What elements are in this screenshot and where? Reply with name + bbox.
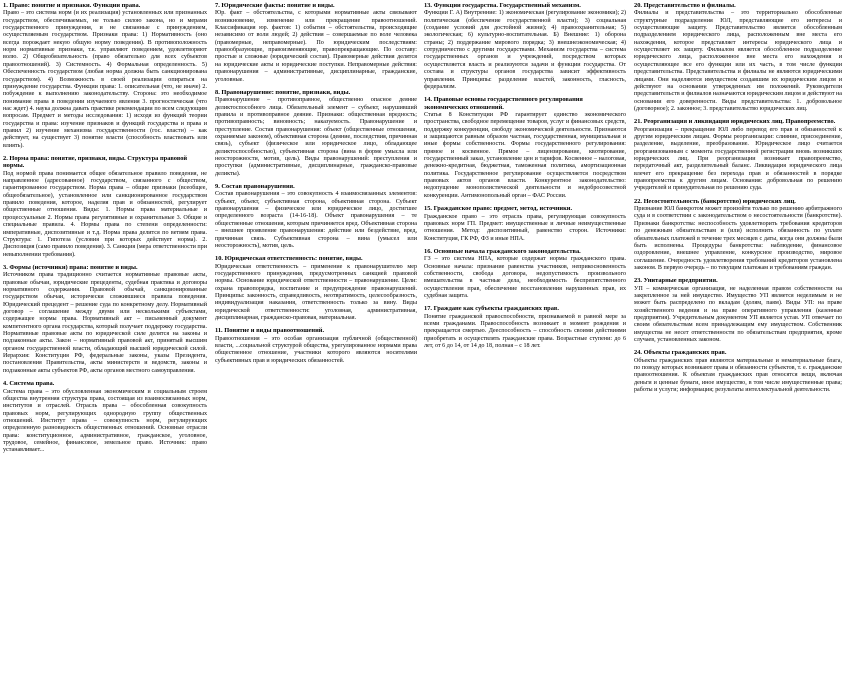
- section: [3, 155, 207, 259]
- section-text: Понятие гражданской правоспособности, признаваемой в равной мере за всеми гражданами. Правоспособность возникает в момент рождения и прекращается смертью. Дееспособность – способность своими действиями приобретать и осуществлять гражданские права. Возрастные ступени: до 6 лет, от 6 до 14, от 14 до 18, полная – с 18 лет.: [424, 313, 626, 350]
- section-heading: 23. Унитарные предприятия.: [634, 277, 718, 285]
- section: [3, 380, 207, 455]
- section-heading: 17. Граждане как субъекты гражданских прав.: [424, 305, 559, 313]
- section: [424, 2, 626, 91]
- section-heading: 16. Основные начала гражданского законодательства.: [424, 247, 581, 255]
- section-text: Система права – это обусловленная экономическим и социальным строем общества внутренняя структура права, состоящая из взаимосвязанных норм, институтов и отраслей. Отрасль права – обособленная совокупность правовых норм, регулирующих однородную группу общественных отношений. Институт права – совокупность норм, регулирующих определенную разновидность общественных отношений. Основные отрасли права: конституционное, административное, гражданское, уголовное, трудовое, семейное, финансовое, земельное право. Источник: право устанавливает...: [3, 388, 207, 454]
- section-text: Юр. факт – обстоятельства, с которыми нормативные акты связывают возникновение, изменение или прекращение правоотношений. Классификация юр. фактов: 1) события – обстоятельства, происходящие независимо от воли людей; 2) действия – совершаемые по воле человека (правомерные, неправомерные). По юридическим последствиям: правообразующие, правоизменяющие, правопрекращающие. По составу: простые и сложные (юридический состав). Правомерные действия делятся на юридические акты и юридические поступки. Неправомерные действия: правонарушения – административные, дисциплинарные, гражданские, уголовные.: [215, 10, 417, 83]
- section-text: Под нормой права понимается общее обязательное правило поведения, не направленное (адресованное) государством, связанного с обществом, гарантированное государством. Норма права – общие признаки (всеобщее, общеобязательное), установленное или санкционированное государством правило поведения, которое, наделяя прав и обязанностей, регулирует общественные отношения. Виды: 1. Нормы права материальные и процессуальные 2. Нормы права регулятивные и охранительные 3. Общие и специальные правила. 4. Нормы права по степени определенности: императивные, диспозитивные и т.д. Норма права делится по ветвям права. Структура: 1. Гипотеза (условия при которых действует норма). 2. Диспозиция (само правило поведения). 3. Санкция (мера ответственности при невыполнении требования).: [3, 170, 207, 258]
- section: [424, 248, 626, 300]
- section: [3, 2, 207, 150]
- section-text: Признание ЮЛ банкротом может произойти только по решению арбитражного суда и в соответствии с законодательством о несостоятельности (банкротстве). Признаки банкротства: неспособность удовлетворить требования кредиторов по денежным обязательствам и (или) исполнить обязанность по уплате обязательных платежей в течение трех месяцев с даты, когда они должны были быть исполнены. Процедуры банкротства: наблюдение, финансовое оздоровление, внешнее управление, конкурсное производство, мировое соглашение. Очередность удовлетворения требований кредиторов установлена законом. В первую очередь – по текущим платежам и требованиям граждан.: [634, 206, 842, 271]
- section: [634, 277, 842, 344]
- section: [634, 198, 842, 273]
- section-heading: 10. Юридическая ответственность: понятие, виды.: [215, 255, 363, 263]
- section: [634, 118, 842, 193]
- text-column-1: [3, 2, 207, 680]
- section: [215, 327, 417, 365]
- section-heading: 24. Объекты гражданских прав.: [634, 349, 727, 357]
- section: [215, 183, 417, 250]
- section-heading: 21. Реорганизация и ликвидация юридических лиц. Правопреемство.: [634, 118, 836, 126]
- section-heading: 8. Правонарушение: понятие, признаки, виды.: [215, 88, 351, 96]
- section-heading: 13. Функции государства. Государственный механизм.: [424, 2, 581, 9]
- section-text: Состав правонарушения – это совокупность 4 взаимосвязанных элементов: субъект, объект, субъективная сторона, объективная сторона. Субъект правонарушения – физическое или юридическое лицо, достигшее определенного возраста (14-16-18). Объект правонарушения – те общественные отношения, которым причиняется вред. Объективная сторона – внешнее проявление правонарушения: действие или бездействие, вред, причинная связь. Субъективная сторона – вина (умысел или неосторожность), мотив, цель.: [215, 191, 417, 249]
- section-text: Юридическая ответственность – применение к правонарушителю мер государственного принуждения, предусмотренных санкцией правовой нормы. Основание юридической ответственности – правонарушение. Цели: охрана правопорядка, воспитание и предупреждение правонарушений. Принципы: законность, справедливость, неотвратимость, целесообразность, индивидуализация наказания, ответственность только за вину. Виды юридической ответственности: уголовная, административная, дисциплинарная, гражданско-правовая, материальная.: [215, 263, 417, 321]
- section: [424, 96, 626, 200]
- section-text: Объекты гражданских прав являются материальные и нематериальные блага, по поводу которых возникают права и обязанности субъектов, т. е. гражданские правоотношения. К объектам гражданских прав относятся вещи, включая деньги и ценные бумаги, иное имущество, в том числе имущественные права; работы и услуги; информация; результаты интеллектуальной деятельности.: [634, 357, 842, 394]
- text-column-3: [424, 2, 626, 680]
- section: [634, 349, 842, 394]
- section-heading: 1. Право: понятие и признаки. Функции права.: [3, 2, 141, 9]
- text-column-4: [634, 2, 842, 680]
- section-heading: 20. Представительство и филиалы.: [634, 2, 736, 9]
- section-heading: 9. Состав правонарушения.: [215, 183, 295, 191]
- section: [424, 305, 626, 350]
- section: [215, 2, 417, 84]
- text-column-2: [215, 2, 417, 680]
- section: [3, 264, 207, 375]
- section-text: Статья 8 Конституции РФ гарантирует единство экономического пространства, свободное перемещение товаров, услуг и финансовых средств, поддержку конкуренции, свободу экономической деятельности. Признаются и защищаются равным образом частная, государственная, муниципальная и иные формы собственности. Формы государственного регулирования: прямое и косвенное. Прямое – лицензирование, квотирование, государственный заказ, установление цен и тарифов. Косвенное – налоговая, денежно-кредитная, бюджетная, таможенная политика, амортизационная политика. Государственное регулирование осуществляется посредством правовых актов органов власти. Конкурентное законодательство: недопущение монополистической деятельности и недобросовестной конкуренции. Антимонопольный орган – ФАС России.: [424, 112, 626, 199]
- section-heading: 14. Правовые основы государственного регулирования экономических отношений.: [424, 96, 583, 111]
- section-heading: 7. Юридические факты: понятие и виды.: [215, 2, 335, 9]
- section-text: Гражданское право – это отрасль права, регулирующая совокупность правовых норм ГП. Предмет: имущественные и личные неимущественные отношения. Метод: диспозитивный, равенство сторон. Источники: Конституция, ГК РФ, ФЗ и иные НПА.: [424, 213, 626, 242]
- section-heading: 22. Несостоятельность (банкротство) юридических лиц.: [634, 197, 796, 205]
- section-text: Правонарушение – противоправное, общественно опасное деяние деликтоспособного лица. Обязательный элемент – субъект, нарушивший правила и противоправное деяние. Признаки: общественная вредность; противоправность; виновность; наказуемость. Правонарушение и преступление. Состав правонарушения: объект (общественные отношения, охраняемые законом), объективная сторона (деяние, последствия, причинная связь), субъект (физическое или юридическое лицо, обладающее деликтоспособностью), субъективная сторона (вина в форме умысла или неосторожности, мотив, цель). Виды правонарушений: преступления и проступки (административные, дисциплинарные, гражданско-правовые деликты).: [215, 97, 417, 177]
- section: [215, 89, 417, 178]
- section-text: ГЗ – это система НПА, которые содержат нормы гражданского права. Основные начала: признание равенства участников, неприкосновенность собственности, свобода договора, недопустимость произвольного вмешательства в частные дела, необходимость беспрепятственного осуществления прав, обеспечение восстановления нарушенных прав, их судебная защита.: [424, 256, 626, 300]
- section: [215, 255, 417, 322]
- section: [424, 205, 626, 243]
- section-text: УП – коммерческая организация, не наделенная правом собственности на закрепленное за ней имущество. Имущество УП является неделимым и не может быть распределено по вкладам (долям, паям). Виды УП: на праве хозяйственного ведения и на праве оперативного управления (казенные предприятия). Учредительным документом УП является устав. УП отвечает по своим обязательствам всем принадлежащим ему имуществом. Собственник имущества не несет ответственности по обязательствам предприятия, кроме случаев, установленных законом.: [634, 285, 842, 344]
- section-heading: 15. Гражданское право: предмет, метод, источники.: [424, 205, 573, 213]
- section-heading: 2. Норма права: понятие, признаки, виды. Структура правовой нормы.: [3, 154, 188, 170]
- section-heading: 4. Система права.: [3, 380, 55, 388]
- section-text: Филиалы и представительства – это территориально обособленные структурные подразделения ЮЛ, представляющие его интересы и осуществляющие защиту. Представительство является обособленным подразделением юридического лица, расположенным вне места его нахождения, которое представляет интересы юридического лица и осуществляет их защиту. Филиалом является обособленное подразделение юридического лица, расположенное вне места его нахождения и осуществляющее все его функции или их часть, в том числе функции представительства. Представительства и филиалы не являются юридическими лицами. Они наделяются имуществом создавшим их юридическим лицом и действуют на основании утвержденных им положений. Руководители представительств и филиалов назначаются юридическим лицом и действуют на основании его доверенности. Виды представительства: 1. добровольное (договорное); 2. законное; 3. представительство юридических лиц.: [634, 10, 842, 112]
- section-text: Источником права традиционно считается нормативные правовые акты, правовые обычаи, юридические прецеденты, судебная практика и договоры нормативного содержания. Правовой обычай, санкционированные государством обычаи, исторически сложившиеся правила поведения. Юридический прецедент – решение суда по конкретному делу. Нормативный договор – соглашение между двумя или несколькими субъектами, содержащее нормы права. Нормативный акт – письменный документ компетентного органа государства, который получает поддержку государства. Нормативные правовые акты по юридической силе делятся на законы и подзаконные акты. Закон – нормативный правовой акт, принятый высшим органом государственной власти, обладающий высшей юридической силой. Иерархия: Конституция РФ, федеральные законы, указы Президента, постановления Правительства, акты министерств и ведомств, законы и подзаконные акты субъектов РФ, акты органов местного самоуправления.: [3, 272, 207, 374]
- section-text: Реорганизация – прекращение ЮЛ либо перевод его прав и обязанностей к другим юридическим лицам. Формы реорганизации: слияние, присоединение, разделение, выделение, преобразование. Юридическое лицо считается реорганизованным с момента государственной регистрации вновь возникших юридических лиц. При реорганизации возникает правопреемство, передаточный акт, разделительный баланс. Ликвидация юридического лица влечет его прекращение без перехода прав и обязанностей в порядке правопреемства к другим лицам. Основания: добровольная по решению учредителей и принудительная по решению суда.: [634, 126, 842, 192]
- section-text: Функции Г. А) Внутренние: 1) экономическая (регулирование экономики); 2) политическая (обеспечение государственной власти); 3) социальная (создание условий для достойной жизни); 4) правоохранительная; 5) экологическая; 6) культурно-воспитательная. Б) Внешние: 1) оборона страны; 2) поддержание мирового порядка; 3) внешнеэкономическая; 4) сотрудничество с другими государствами. Механизм государства – система государственных органов и учреждений, посредством которых осуществляется власть и реализуются задачи и функции государства. От состава и структуры органов государства зависит эффективность управления. Принципы: разделение властей, законность, гласность, федерализм.: [424, 10, 626, 90]
- section-text: Правоотношения – это особая организация публичной (общественной) власти, ...социальной структурой общества, урегулированное нормами права общественное отношение, участники которого являются носителями субъективных прав и юридических обязанностей.: [215, 335, 417, 364]
- section-text: Право – это система норм (и их реализация) установленных или признанных государством, обеспечиваемых, не только силою закона, но и мерами государственного принуждения, и не связанные с принуждением, осуществляемым государством. Признаки права: 1) Нормативность (оно всегда порождает некую общую норму поведения). В противоположность норм нормативные признаки, т.к. управляют поведением, удовлетворяют волю. 2) Общеобязательность (право обязательно для всех субъектов правоотношений). 3) Системность. 4) Формальная определенность. 5) Обеспеченность государством (любая норма должна быть санкционирована государством). 4) Возможность в своей реализации опираться на принуждение государства. Функции права: 1. описательная (что, не иначе) 2. побуждение к выполнению законодательству. Сторона: это необходимое понимание права в поведении изучаемого явления 3. прогностическая (что нас ждет) 4. наука должна давать практике рекомендации по всем следующим вопросам. Предмет и методы исследования: 1) исходя из функций теории государства и права: изучение признаков и функций государства и права и правил 2) изучение механизма государственности (гос. власти) – как действует, на существует 3) понятие власти (способность властвовать или влиять).: [3, 10, 207, 149]
- section-heading: 3. Формы (источники) права: понятие и виды.: [3, 263, 138, 271]
- section-heading: 11. Понятие и виды правоотношений.: [215, 327, 325, 335]
- section: [634, 2, 842, 113]
